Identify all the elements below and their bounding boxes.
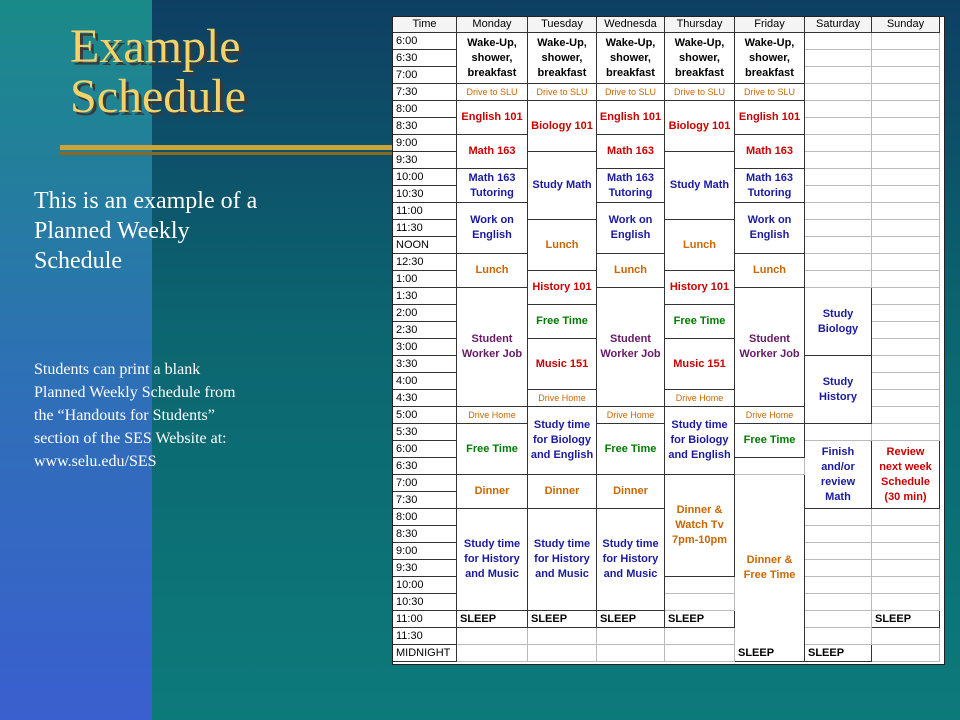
schedule-event: Math 163 Tutoring (735, 169, 805, 203)
time-cell: 11:30 (393, 628, 457, 645)
schedule-event: Drive to SLU (457, 84, 528, 101)
empty-slot (805, 628, 872, 645)
time-cell: 5:00 (393, 407, 457, 424)
schedule-event: Drive to SLU (735, 84, 805, 101)
time-cell: 7:00 (393, 475, 457, 492)
note-text (34, 358, 314, 473)
schedule-event: Free Time (665, 305, 735, 339)
schedule-event: Math 163 (735, 135, 805, 169)
schedule-event: Work on English (597, 203, 665, 254)
time-cell: 11:00 (393, 611, 457, 628)
time-cell: 4:00 (393, 373, 457, 390)
empty-slot (872, 50, 940, 67)
schedule-event: SLEEP (735, 645, 805, 662)
empty-slot (805, 526, 872, 543)
schedule-event: Free Time (597, 424, 665, 475)
empty-slot (872, 135, 940, 152)
schedule-event: Finish and/or review Math (805, 441, 872, 509)
schedule-event: Drive to SLU (665, 84, 735, 101)
schedule-event: Drive to SLU (597, 84, 665, 101)
empty-slot (805, 594, 872, 611)
empty-slot (872, 186, 940, 203)
schedule-event: Study Math (665, 152, 735, 220)
empty-slot (805, 84, 872, 101)
schedule-event: Student Worker Job (735, 288, 805, 407)
schedule-event: SLEEP (805, 645, 872, 662)
time-cell: 11:30 (393, 220, 457, 237)
schedule-event: Drive Home (665, 390, 735, 407)
time-cell: 6:30 (393, 50, 457, 67)
empty-slot (872, 594, 940, 611)
empty-slot (872, 237, 940, 254)
schedule-event: Math 163 (457, 135, 528, 169)
empty-slot (805, 577, 872, 594)
title-underline (60, 145, 395, 150)
empty-slot (457, 645, 528, 662)
schedule-event: Wake-Up, shower, breakfast (457, 33, 528, 84)
schedule-event: Study time for History and Music (457, 509, 528, 611)
schedule-event: Free Time (457, 424, 528, 475)
schedule-event: Work on English (457, 203, 528, 254)
title-line-1: Example (70, 20, 241, 73)
empty-slot (735, 458, 805, 475)
time-cell: 9:30 (393, 560, 457, 577)
time-cell: 10:00 (393, 169, 457, 186)
schedule-event: Drive to SLU (528, 84, 597, 101)
empty-slot (597, 645, 665, 662)
schedule-event: Math 163 Tutoring (457, 169, 528, 203)
schedule-event: Lunch (597, 254, 665, 288)
time-cell: 9:30 (393, 152, 457, 169)
empty-slot (872, 509, 940, 526)
time-cell: MIDNIGHT (393, 645, 457, 662)
empty-slot (872, 305, 940, 322)
schedule-event: Free Time (735, 424, 805, 458)
schedule-event: SLEEP (457, 611, 528, 628)
schedule-event: Wake-Up, shower, breakfast (528, 33, 597, 84)
note-line: section of the SES Website at: (34, 430, 227, 447)
schedule-event: English 101 (735, 101, 805, 135)
schedule-event: Wake-Up, shower, breakfast (665, 33, 735, 84)
schedule-event: Dinner & Watch Tv 7pm-10pm (665, 475, 735, 577)
schedule-event: English 101 (457, 101, 528, 135)
empty-slot (872, 628, 940, 645)
note-line: the “Handouts for Students” (34, 407, 215, 424)
schedule-event: Lunch (457, 254, 528, 288)
time-cell: 10:30 (393, 186, 457, 203)
empty-slot (872, 101, 940, 118)
schedule-event: Drive Home (457, 407, 528, 424)
time-cell: 7:00 (393, 67, 457, 84)
slide-title (70, 22, 246, 122)
empty-slot (805, 118, 872, 135)
time-cell: 5:30 (393, 424, 457, 441)
empty-slot (805, 560, 872, 577)
schedule-event: Drive Home (597, 407, 665, 424)
intro-text: This is an example of a Planned Weekly Schedule (34, 188, 258, 274)
time-cell: 1:00 (393, 271, 457, 288)
empty-slot (528, 645, 597, 662)
schedule-event: Biology 101 (528, 101, 597, 152)
schedule-event: SLEEP (597, 611, 665, 628)
empty-slot (872, 339, 940, 356)
empty-slot (805, 67, 872, 84)
time-cell: NOON (393, 237, 457, 254)
empty-slot (872, 543, 940, 560)
schedule-event: Math 163 (597, 135, 665, 169)
schedule-event: Review next week Schedule (30 min) (872, 441, 940, 509)
empty-slot (805, 237, 872, 254)
time-cell: 2:00 (393, 305, 457, 322)
empty-slot (872, 152, 940, 169)
schedule-event: Student Worker Job (597, 288, 665, 407)
empty-slot (872, 271, 940, 288)
empty-slot (805, 152, 872, 169)
column-header: Time (393, 17, 457, 33)
schedule-event: Dinner (457, 475, 528, 509)
empty-slot (872, 356, 940, 373)
schedule-event: Dinner (597, 475, 665, 509)
time-cell: 3:30 (393, 356, 457, 373)
column-header: Thursday (665, 17, 735, 33)
schedule-event: Lunch (665, 220, 735, 271)
schedule-event: Lunch (735, 254, 805, 288)
empty-slot (665, 645, 735, 662)
empty-slot (805, 424, 872, 441)
empty-slot (805, 50, 872, 67)
schedule-event: Drive Home (528, 390, 597, 407)
empty-slot (872, 560, 940, 577)
empty-slot (805, 135, 872, 152)
empty-slot (872, 67, 940, 84)
empty-slot (805, 33, 872, 50)
time-cell: 12:30 (393, 254, 457, 271)
column-header: Friday (735, 17, 805, 33)
time-cell: 6:00 (393, 33, 457, 50)
time-cell: 6:30 (393, 458, 457, 475)
time-cell: 10:00 (393, 577, 457, 594)
column-header: Wednesda (597, 17, 665, 33)
empty-slot (872, 390, 940, 407)
title-underline-shadow (60, 152, 395, 155)
note-line: Students can print a blank (34, 361, 201, 378)
time-cell: 9:00 (393, 543, 457, 560)
column-header: Tuesday (528, 17, 597, 33)
time-cell: 10:30 (393, 594, 457, 611)
empty-slot (805, 611, 872, 628)
time-cell: 11:00 (393, 203, 457, 220)
time-cell: 2:30 (393, 322, 457, 339)
schedule-event: Study time for Biology and English (665, 407, 735, 475)
column-header: Saturday (805, 17, 872, 33)
schedule-event: SLEEP (665, 611, 735, 628)
empty-slot (597, 628, 665, 645)
empty-slot (805, 186, 872, 203)
empty-slot (872, 424, 940, 441)
empty-slot (665, 577, 735, 594)
schedule-event: Music 151 (528, 339, 597, 390)
time-cell: 8:30 (393, 526, 457, 543)
schedule-event: SLEEP (872, 611, 940, 628)
column-header: Sunday (872, 17, 940, 33)
schedule-event: Student Worker Job (457, 288, 528, 407)
schedule-event: Work on English (735, 203, 805, 254)
empty-slot (805, 271, 872, 288)
time-cell: 6:00 (393, 441, 457, 458)
schedule-event: English 101 (597, 101, 665, 135)
schedule-event: Music 151 (665, 339, 735, 390)
schedule-event: Wake-Up, shower, breakfast (735, 33, 805, 84)
empty-slot (872, 526, 940, 543)
empty-slot (872, 322, 940, 339)
title-line-2: Schedule (70, 70, 246, 123)
schedule-event: Dinner & Free Time (735, 475, 805, 662)
empty-slot (872, 84, 940, 101)
empty-slot (872, 645, 940, 662)
schedule-event: Study Math (528, 152, 597, 220)
schedule-event: Lunch (528, 220, 597, 271)
empty-slot (872, 220, 940, 237)
empty-slot (805, 203, 872, 220)
time-cell: 4:30 (393, 390, 457, 407)
empty-slot (872, 33, 940, 50)
note-line: Planned Weekly Schedule from (34, 384, 236, 401)
schedule-event: Free Time (528, 305, 597, 339)
empty-slot (805, 101, 872, 118)
time-cell: 8:30 (393, 118, 457, 135)
empty-slot (872, 577, 940, 594)
schedule-event: Study time for History and Music (528, 509, 597, 611)
empty-slot (665, 594, 735, 611)
time-cell: 1:30 (393, 288, 457, 305)
schedule-event: Study time for Biology and English (528, 407, 597, 475)
empty-slot (805, 543, 872, 560)
time-cell: 8:00 (393, 509, 457, 526)
schedule-event: Biology 101 (665, 101, 735, 152)
empty-slot (872, 118, 940, 135)
schedule-event: History 101 (528, 271, 597, 305)
column-header: Monday (457, 17, 528, 33)
weekly-schedule-table (392, 16, 945, 665)
time-cell: 7:30 (393, 492, 457, 509)
schedule-event: Wake-Up, shower, breakfast (597, 33, 665, 84)
time-cell: 3:00 (393, 339, 457, 356)
time-cell: 7:30 (393, 84, 457, 101)
empty-slot (805, 509, 872, 526)
empty-slot (805, 220, 872, 237)
empty-slot (872, 407, 940, 424)
empty-slot (457, 628, 528, 645)
schedule-event: SLEEP (528, 611, 597, 628)
empty-slot (528, 628, 597, 645)
empty-slot (805, 169, 872, 186)
schedule-event: Study History (805, 356, 872, 424)
empty-slot (872, 169, 940, 186)
schedule-event: Drive Home (735, 407, 805, 424)
empty-slot (805, 254, 872, 271)
schedule-event: Math 163 Tutoring (597, 169, 665, 203)
empty-slot (872, 288, 940, 305)
schedule-event: Study Biology (805, 288, 872, 356)
schedule-event: History 101 (665, 271, 735, 305)
schedule-event: Study time for History and Music (597, 509, 665, 611)
empty-slot (872, 203, 940, 220)
empty-slot (872, 373, 940, 390)
time-cell: 8:00 (393, 101, 457, 118)
note-website: www.selu.edu/SES (34, 453, 157, 470)
empty-slot (665, 628, 735, 645)
schedule-event: Dinner (528, 475, 597, 509)
time-cell: 9:00 (393, 135, 457, 152)
empty-slot (872, 254, 940, 271)
